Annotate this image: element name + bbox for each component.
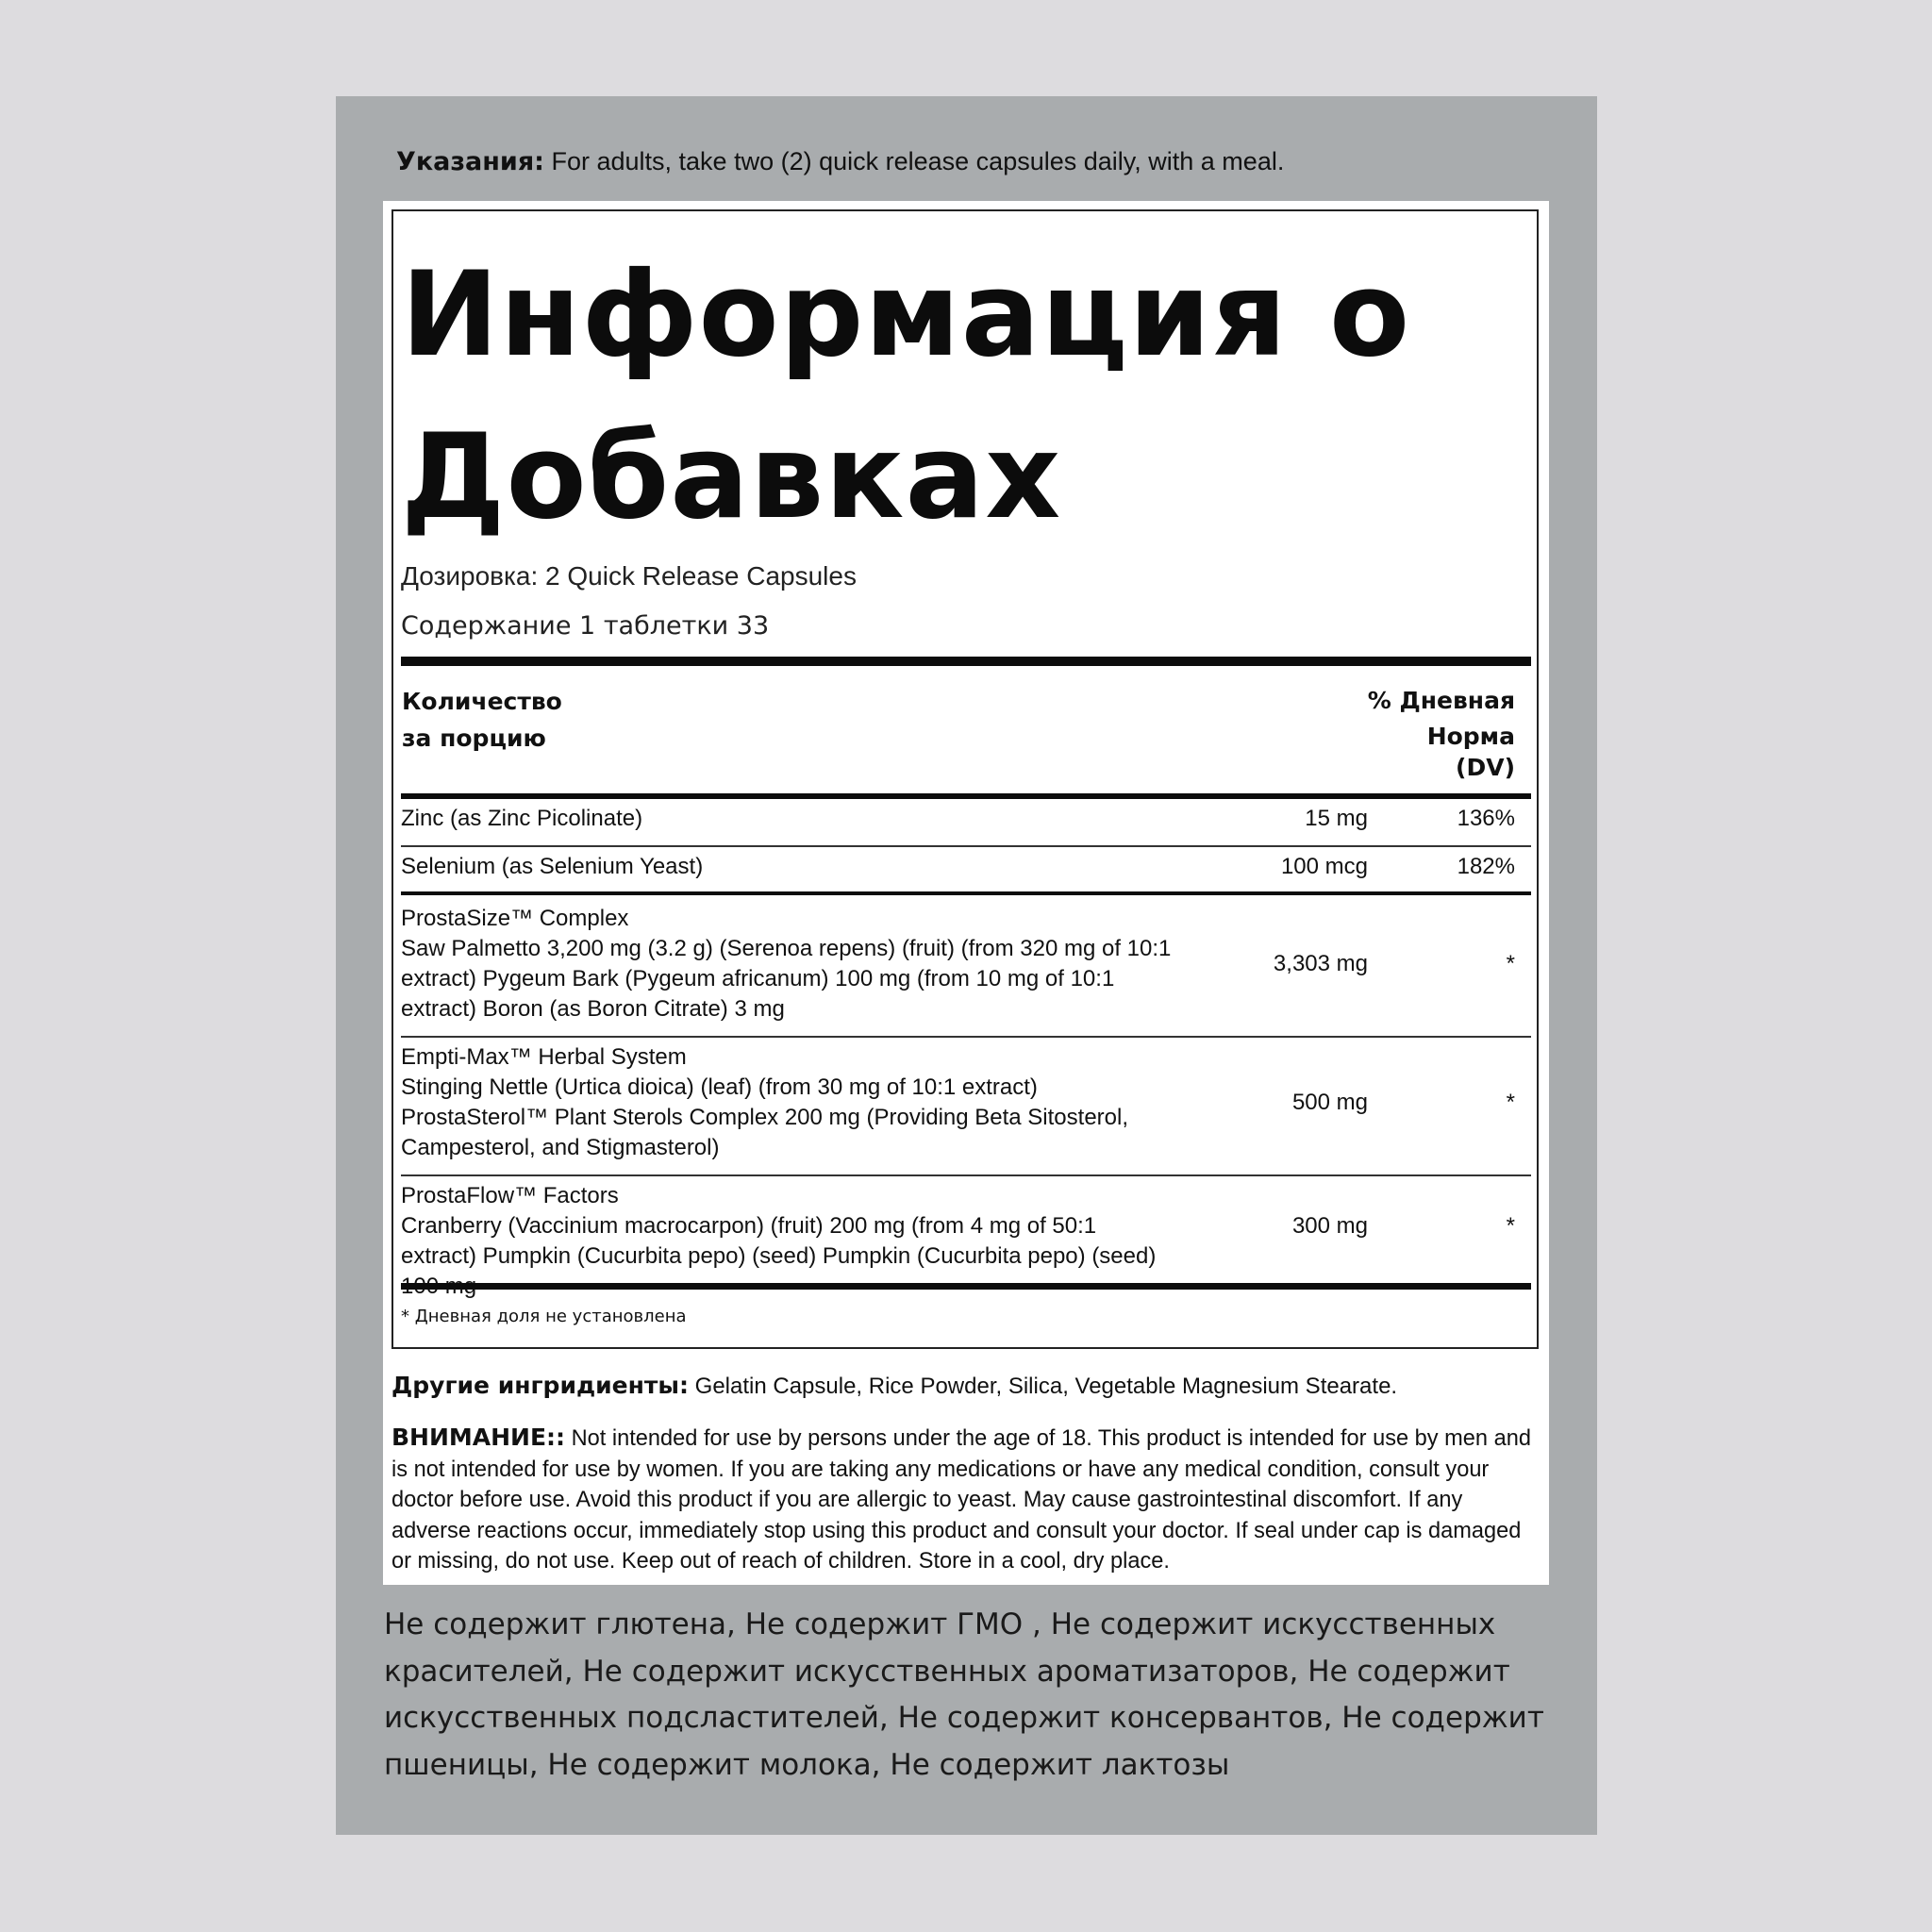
ingredient-amount: 3,303 mg: [1273, 951, 1368, 976]
ingredient-name: ProstaFlow™ Factors Cranberry (Vaccinium macrocarpon) (fruit) 200 mg (from 4 mg of 50:1 extract) Pumpkin (Cucurbita pepo) (seed) Pumpkin (Cucurbita pepo) (seed): [401, 1183, 1157, 1269]
serving-size: Дозировка: 2 Quick Release Capsules: [401, 561, 857, 591]
ingredient-daily-value: *: [1506, 1213, 1515, 1239]
daily-value-footnote: * Дневная доля не установлена: [401, 1307, 687, 1326]
row-divider-thick: [401, 891, 1531, 895]
directions-text: For adults, take two (2) quick release capsules daily, with a meal.: [543, 147, 1285, 175]
ingredient-amount: 100 mcg: [1280, 854, 1368, 879]
ingredient-name: Zinc (as Zinc Picolinate): [401, 806, 643, 831]
daily-value-header-line2: Норма: [1426, 723, 1515, 750]
ingredient-name: Empti-Max™ Herbal System Stinging Nettle (Urtica dioica) (leaf) (from 30 mg of 10:1 extract) ProstaSterol™ Plant Sterols Complex 200 mg (Providing Beta Sitosterol, Campesterol, and Stigmasterol): [401, 1044, 1129, 1160]
table-row: [401, 852, 1531, 890]
ingredient-amount: 15 mg: [1305, 806, 1368, 831]
directions-label: Указания:: [396, 147, 544, 176]
table-row: [401, 1181, 1531, 1275]
ingredient-amount: 300 mg: [1291, 1213, 1368, 1239]
warning-label: ВНИМАНИЕ::: [391, 1424, 566, 1451]
ingredient-name: ProstaSize™ Complex Saw Palmetto 3,200 mg (3.2 g) (Serenoa repens) (fruit) (from 320 mg of 10:1 extract) Pygeum Bark (Pygeum africanum) 100 mg (from 10 mg of 10:1 extract) Boron (as Boron Citrate) 3 mg: [401, 906, 1172, 1022]
supplement-facts-title: Информация о Добавках: [401, 247, 1411, 545]
free-from-statement: Не содержит глютена, Не содержит ГМО , Не содержит искусственных красителей, Не содержит искусственных ароматизаторов, Не содержит искусственных подсластителей, Не содержит консервантов, Не содержит пшеницы, Не содержит молока, Не содержит лактозы: [384, 1607, 1544, 1782]
ingredient-daily-value: *: [1506, 951, 1515, 976]
thick-divider-top: [401, 657, 1531, 666]
other-ingredients-label: Другие ингридиенты:: [391, 1372, 689, 1399]
other-ingredients-text: Gelatin Capsule, Rice Powder, Silica, Vegetable Magnesium Stearate.: [689, 1374, 1398, 1399]
warning-text: Not intended for use by persons under the age of 18. This product is intended for use by men and is not intended for use by women. If you are taking any medications or have any medical condition, consult your doctor before use. Avoid this product if you are allergic to yeast. May cause gastrointestinal discomfort. If any adverse reactions occur, immediately stop using this product and consult your doctor. If seal under cap is damaged or missing, do not use. Keep out of reach of children. Store in a cool, dry place.: [391, 1426, 1531, 1574]
thick-divider-bottom: [401, 1283, 1531, 1290]
amount-per-serving-header: Количество за порцию: [402, 688, 562, 752]
row-divider: [401, 1036, 1531, 1038]
row-divider: [401, 1174, 1531, 1176]
daily-value-header: [1368, 683, 1515, 781]
ingredient-daily-value: *: [1506, 1090, 1515, 1115]
ingredient-daily-value: 182%: [1457, 854, 1515, 879]
row-divider: [401, 845, 1531, 847]
directions: [396, 147, 1284, 176]
table-row: [401, 804, 1531, 841]
ingredient-name: Selenium (as Selenium Yeast): [401, 854, 704, 879]
table-row: [401, 1042, 1531, 1165]
ingredient-daily-value: 136%: [1457, 806, 1515, 831]
table-row: [401, 904, 1531, 1026]
other-ingredients: [391, 1372, 1542, 1400]
servings-per-container: Содержание 1 таблетки 33: [401, 611, 770, 641]
daily-value-header-line3: (DV): [1456, 754, 1515, 781]
ingredient-amount: 500 mg: [1291, 1090, 1368, 1115]
warning-section: [391, 1423, 1538, 1577]
medium-divider: [401, 793, 1531, 799]
daily-value-header-line1: % Дневная: [1367, 687, 1515, 714]
